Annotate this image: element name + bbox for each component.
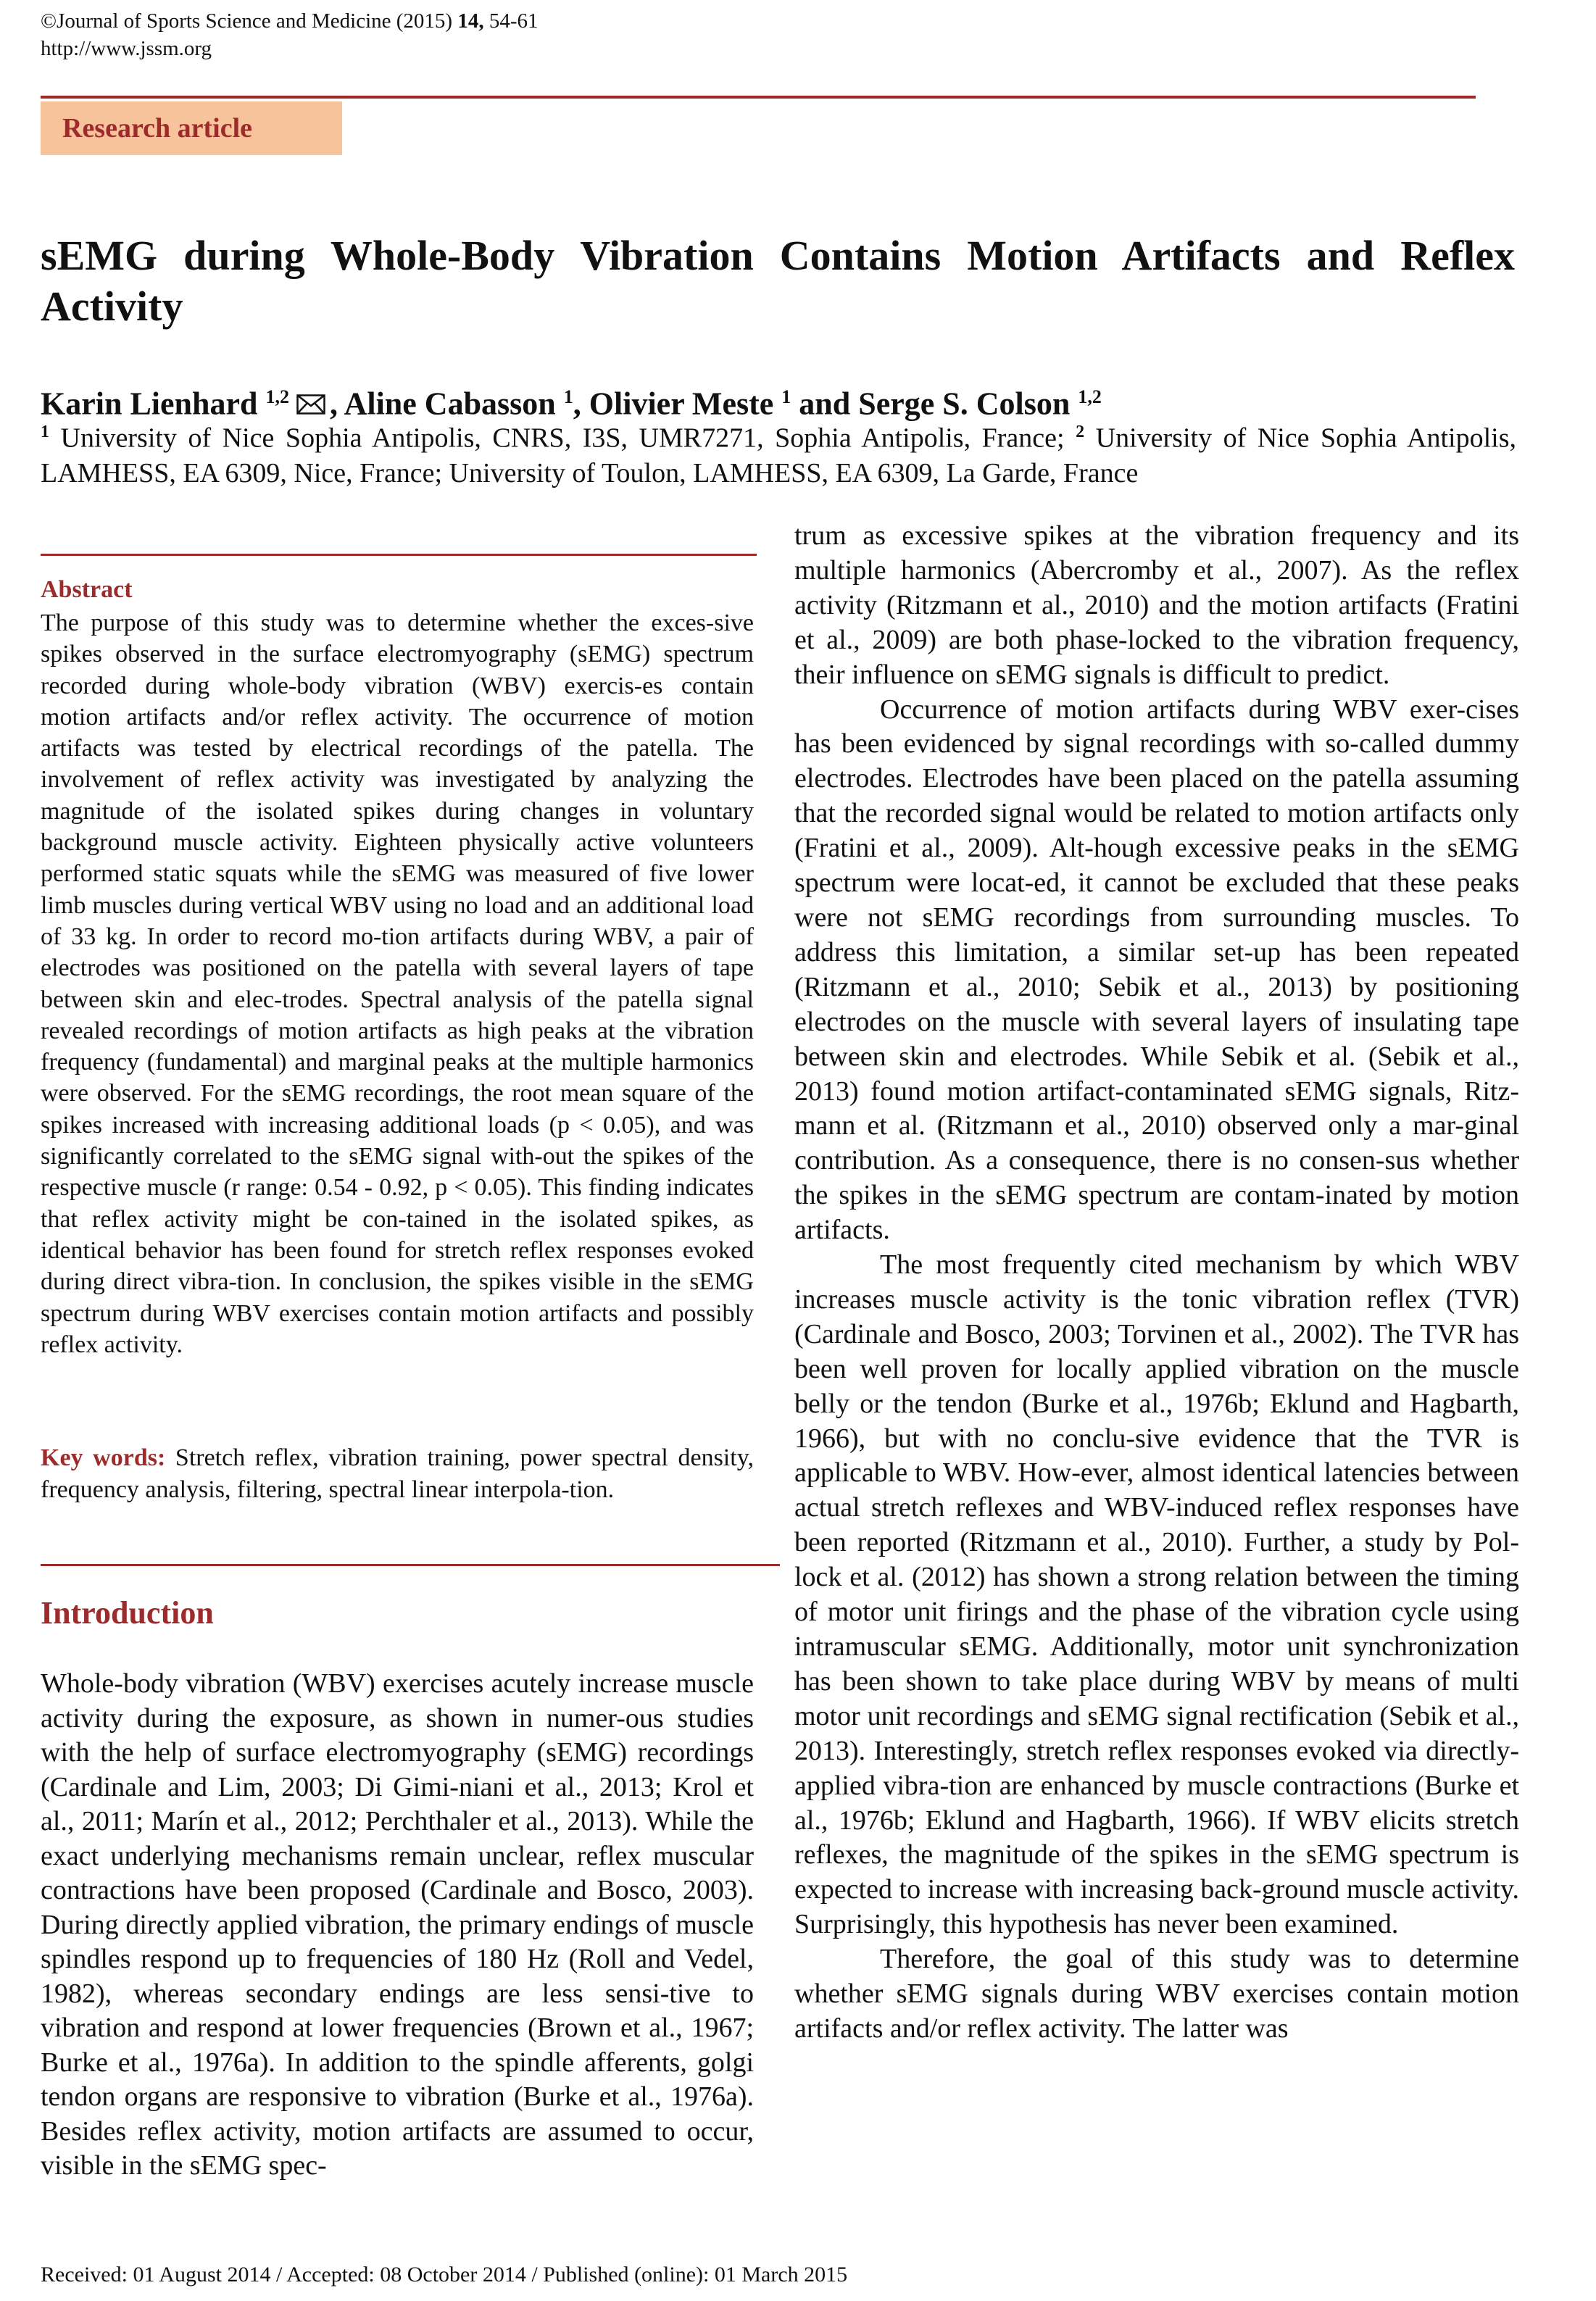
publication-dates: Received: 01 August 2014 / Accepted: 08 October 2014 / Published (online): 01 March 2015	[41, 2263, 848, 2287]
paragraph: The most frequently cited mechanism by which WBV increases muscle activity is the tonic vibration reflex (TVR) (Cardinale and Bosco, 2003; Torvinen et al., 2002). The TVR has been well proven for locally applied vibration on the muscle belly or the tendon (Burke et al., 1976b; Eklund and Hagbarth, 1966), but with no conclu-sive evidence that the TVR is applicable to WBV. How-ever, almost identical latencies between actual stretch reflexes and WBV-induced reflex responses have been reported (Ritzmann et al., 2010). Further, a study by Pol-lock et al. (2012) has shown a strong relation between the timing of motor unit firings and the phase of the vibration cycle using intramuscular sEMG. Additionally, motor unit synchronization has been shown to take place during WBV by means of multi motor unit recordings and sEMG signal rectification (Sebik et al., 2013). Interestingly, stretch reflex responses evoked via directly-applied vibra-tion are enhanced by muscle contractions (Burke et al., 1976b; Eklund and Hagbarth, 1966). If WBV elicits stretch reflexes, the magnitude of the spikes in the sEMG spectrum is expected to increase with increasing back-ground muscle activity. Surprisingly, this hypothesis has never been examined.	[794, 1249, 1519, 1940]
journal-url[interactable]: http://www.jssm.org	[41, 37, 212, 60]
article-type-badge: Research article	[41, 101, 342, 155]
introduction-left-column: Whole-body vibration (WBV) exercises acutely increase muscle activity during the exposure, as shown in numer-ous studies with the help of surface electromyography (sEMG) recordings (Cardinale and Lim, 2003; Di Gimi-niani et al., 2013; Krol et al., 2011; Marín et al., 2012; Perchthaler et al., 2013). While the exact underlying mechanisms remain unclear, reflex muscular contractions have been proposed (Cardinale and Bosco, 2003). During directly applied vibration, the primary endings of muscle spindles respond up to frequencies of 180 Hz (Roll and Vedel, 1982), whereas secondary endings are less sensi-tive to vibration and respond at lower frequencies (Brown et al., 1967; Burke et al., 1976a). In addition to the spindle afferents, golgi tendon organs are responsive to vibration (Burke et al., 1976a). Besides reflex activity, motion artifacts are assumed to occur, visible in the sEMG spec-	[41, 1668, 754, 2181]
author-name: Karin Lienhard	[41, 386, 266, 422]
keywords: Key words: Stretch reflex, vibration training, power spectral density, frequency analysis, filtering, spectral linear interpola-tion.	[41, 1444, 754, 1503]
author-list: Karin Lienhard $^{1,2}$ , Aline Cabasson $^1$, Olivier Meste $^1$ and Serge S. Colson $^{1,2}$	[41, 386, 1102, 422]
author-name: and Serge S. Colson	[791, 386, 1078, 422]
header-rule	[41, 96, 1476, 99]
author-name: , Aline Cabasson	[330, 386, 564, 422]
email-envelope-icon[interactable]	[296, 394, 325, 415]
paper-title: sEMG during Whole-Body Vibration Contains Motion Artifacts and Reflex Activity	[41, 232, 1515, 330]
paragraph: Occurrence of motion artifacts during WBV exer-cises has been evidenced by signal recordings with so-called dummy electrodes. Electrodes have been placed on the patella assuming that the recorded signal would be related to motion artifacts only (Fratini et al., 2009). Alt-hough excessive peaks in the sEMG spectrum were locat-ed, it cannot be excluded that these peaks were not sEMG recordings from surrounding muscles. To address this limitation, a similar set-up has been repeated (Ritzmann et al., 2010; Sebik et al., 2013) by positioning electrodes on the muscle with several layers of insulating tape between skin and electrodes. While Sebik et al. (Sebik et al., 2013) found motion artifact-contaminated sEMG signals, Ritz-mann et al. (Ritzmann et al., 2010) observed only a mar-ginal contribution. As a consequence, there is no consen-sus whether the spikes in the sEMG spectrum are contam-inated by motion artifacts.	[794, 694, 1519, 1246]
abstract-heading: Abstract	[41, 576, 133, 603]
paragraph: Therefore, the goal of this study was to determine whether sEMG signals during WBV exercises contain motion artifacts and/or reflex activity. The latter was	[794, 1944, 1519, 2044]
introduction-right-column	[794, 519, 1519, 2047]
journal-header	[41, 7, 539, 62]
abstract-bottom-rule	[41, 1564, 780, 1566]
journal-citation: ©Journal of Sports Science and Medicine (2015) 14, 54-61	[41, 9, 539, 33]
abstract-top-rule	[41, 554, 757, 556]
affiliations: $^1$ University of Nice Sophia Antipolis, CNRS, I3S, UMR7271, Sophia Antipolis, France; $^2$ University of Nice Sophia Antipolis, LAMHESS, EA 6309, Nice, France; University of Toulon, LAMHESS, EA 6309, La Garde, France	[41, 423, 1516, 488]
author-name: , Olivier Meste	[573, 386, 782, 422]
introduction-heading: Introduction	[41, 1595, 214, 1631]
abstract-text: The purpose of this study was to determine whether the exces-sive spikes observed in the surface electromyography (sEMG) spectrum recorded during whole-body vibration (WBV) exercis-es contain motion artifacts and/or reflex activity. The occurrence of motion artifacts was tested by electrical recordings of the patella. The involvement of reflex activity was investigated by analyzing the magnitude of the isolated spikes during changes in voluntary background muscle activity. Eighteen physically active volunteers performed static squats while the sEMG was measured of five lower limb muscles during vertical WBV using no load and an additional load of 33 kg. In order to record mo-tion artifacts during WBV, a pair of electrodes was positioned on the patella with several layers of tape between skin and elec-trodes. Spectral analysis of the patella signal revealed recordings of motion artifacts as high peaks at the vibration frequency (fundamental) and marginal peaks at the multiple harmonics were observed. For the sEMG recordings, the root mean square of the spikes increased with increasing additional loads (p < 0.05), and was significantly correlated to the sEMG signal with-out the spikes of the respective muscle (r range: 0.54 - 0.92, p < 0.05). This finding indicates that reflex activity might be con-tained in the isolated spikes, as identical behavior has been found for stretch reflex responses evoked during direct vibra-tion. In conclusion, the spikes visible in the sEMG spectrum during WBV exercises contain motion artifacts and possibly reflex activity.	[41, 609, 754, 1358]
paragraph: trum as excessive spikes at the vibration frequency and its multiple harmonics (Abercromby et al., 2007). As the reflex activity (Ritzmann et al., 2010) and the motion artifacts (Fratini et al., 2009) are both phase-locked to the vibration frequency, their influence on sEMG signals is difficult to predict.	[794, 520, 1519, 690]
keywords-label: Key words:	[41, 1444, 166, 1471]
